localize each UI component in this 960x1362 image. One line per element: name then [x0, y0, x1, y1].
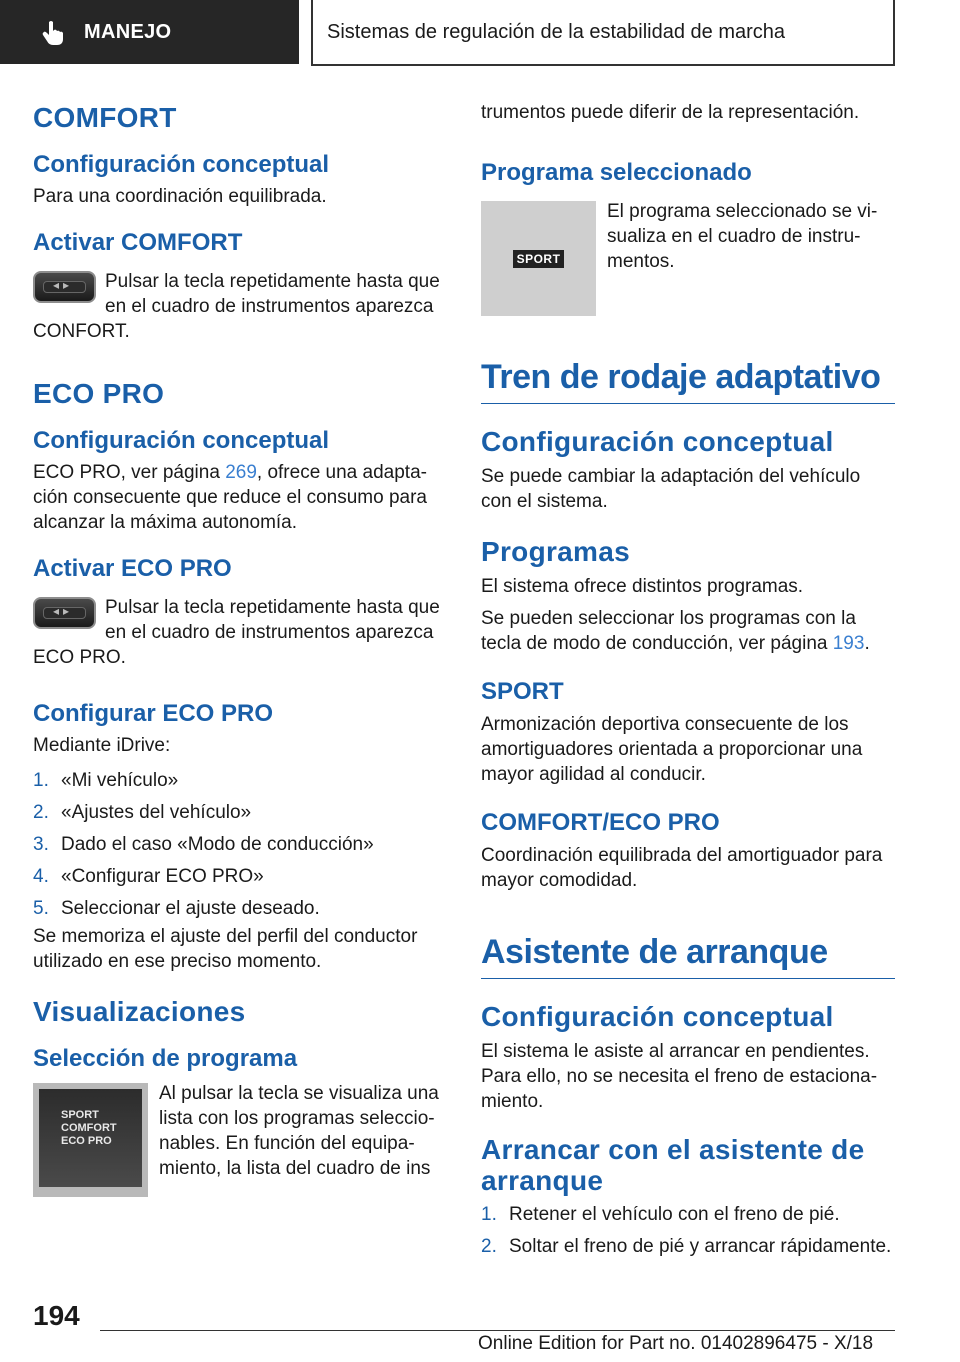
list-item: 4. «Configurar ECO PRO»: [33, 866, 264, 887]
drive-mode-button-image: [33, 597, 96, 629]
left-column: [33, 96, 443, 1201]
list-item: 2. «Ajustes del vehículo»: [33, 802, 252, 823]
list-item: 2. Soltar el freno de pié y arrancar rápidamente.: [481, 1236, 892, 1257]
eco-config-heading: Configurar ECO PRO: [33, 700, 274, 727]
page-header: [0, 0, 960, 66]
list-item: 3. Dado el caso «Modo de conducción»: [33, 834, 374, 855]
start-with-assist-heading: Arrancar con el asistente de arranque: [481, 1134, 865, 1196]
visualizations-heading: Visualizaciones: [33, 996, 246, 1027]
footer-divider: [100, 1330, 895, 1331]
comfort-concept-heading: Configuración conceptual: [33, 151, 330, 178]
selected-program-heading: Programa seleccionado: [481, 159, 752, 186]
section-title: Sistemas de regulación de la estabilidad de marcha: [311, 0, 895, 66]
list-item: 1. Retener el vehículo con el freno de pié.: [481, 1204, 840, 1225]
eco-config-steps: [33, 768, 443, 921]
start-steps: [481, 1202, 895, 1259]
start-concept-heading: Configuración conceptual: [481, 1001, 834, 1032]
eco-config-intro: Mediante iDrive:: [33, 735, 171, 756]
eco-config-note: Se memoriza el ajuste del perfil del conductor utilizado en ese preciso momento.: [33, 926, 418, 972]
visualization-continued-text: trumentos puede diferir de la representación.: [481, 102, 860, 123]
selected-program-text: El programa seleccionado se visualiza en el cuadro de instrumentos.: [607, 201, 878, 272]
start-assist-heading: Asistente de arranque: [481, 933, 895, 979]
programs-heading: Programas: [481, 536, 630, 567]
adaptive-concept-heading: Configuración conceptual: [481, 426, 834, 457]
sport-heading: SPORT: [481, 678, 564, 705]
programs-text-1: El sistema ofrece distintos programas.: [481, 576, 804, 597]
programs-text-2: Se pueden seleccionar los programas con la tecla de modo de conducción, ver página 193.: [481, 608, 870, 654]
program-selection-text: Al pulsar la tecla se visualiza una lista con los programas seleccionables. En función del equipamiento, la lista del cuadro de ins: [159, 1083, 439, 1179]
sport-tag: SPORT: [513, 250, 565, 268]
adaptive-concept-text: Se puede cambiar la adaptación del vehículo con el sistema.: [481, 466, 861, 512]
drive-mode-button-image: [33, 271, 96, 303]
page-link-269[interactable]: 269: [225, 462, 257, 483]
comfort-concept-text: Para una coordinación equilibrada.: [33, 186, 327, 207]
eco-activate-heading: Activar ECO PRO: [33, 555, 232, 582]
selected-program-screen-image: [481, 201, 596, 316]
page-link-193[interactable]: 193: [832, 633, 865, 654]
start-concept-text: El sistema le asiste al arrancar en pendientes. Para ello, no se necesita el freno de estacionamiento.: [481, 1041, 878, 1112]
comfort-heading: COMFORT: [33, 102, 177, 133]
eco-pro-heading: ECO PRO: [33, 378, 165, 409]
eco-concept-heading: Configuración conceptual: [33, 427, 330, 454]
program-selection-heading: Selección de programa: [33, 1045, 298, 1072]
screen-item: COMFORT: [61, 1122, 117, 1134]
hand-pointer-icon: [40, 19, 66, 45]
edition-text: Online Edition for Part no. 01402896475 - X/18: [478, 1333, 874, 1354]
page-number: 194: [33, 1300, 80, 1331]
screen-item: ECO PRO: [61, 1135, 112, 1147]
chapter-tab-label: MANEJO: [84, 20, 172, 43]
adaptive-chassis-heading: Tren de rodaje adaptativo: [481, 358, 895, 404]
right-column: [481, 100, 895, 1266]
list-item: 5. Seleccionar el ajuste deseado.: [33, 898, 320, 919]
eco-activate-text: Pulsar la tecla repetidamente hasta que en el cuadro de instrumentos aparezca ECO PRO.: [33, 597, 440, 668]
list-item: 1. «Mi vehículo»: [33, 770, 179, 791]
eco-concept-text: ECO PRO, ver página 269, ofrece una adaptación consecuente que reduce el consumo para alcanzar la máxima autonomía.: [33, 462, 427, 533]
comfort-activate-text: Pulsar la tecla repetidamente hasta que en el cuadro de instrumentos aparezca CONFORT.: [33, 271, 440, 342]
comfort-activate-heading: Activar COMFORT: [33, 229, 243, 256]
screen-item: SPORT: [61, 1109, 99, 1121]
comfort-eco-text: Coordinación equilibrada del amortiguador para mayor comodidad.: [481, 845, 883, 891]
comfort-eco-heading: COMFORT/ECO PRO: [481, 809, 720, 836]
chapter-tab: [0, 0, 299, 64]
program-list-screen-image: [33, 1083, 148, 1197]
sport-text: Armonización deportiva consecuente de los amortiguadores orientada a proporcionar una mayor agilidad al conducir.: [481, 714, 863, 785]
